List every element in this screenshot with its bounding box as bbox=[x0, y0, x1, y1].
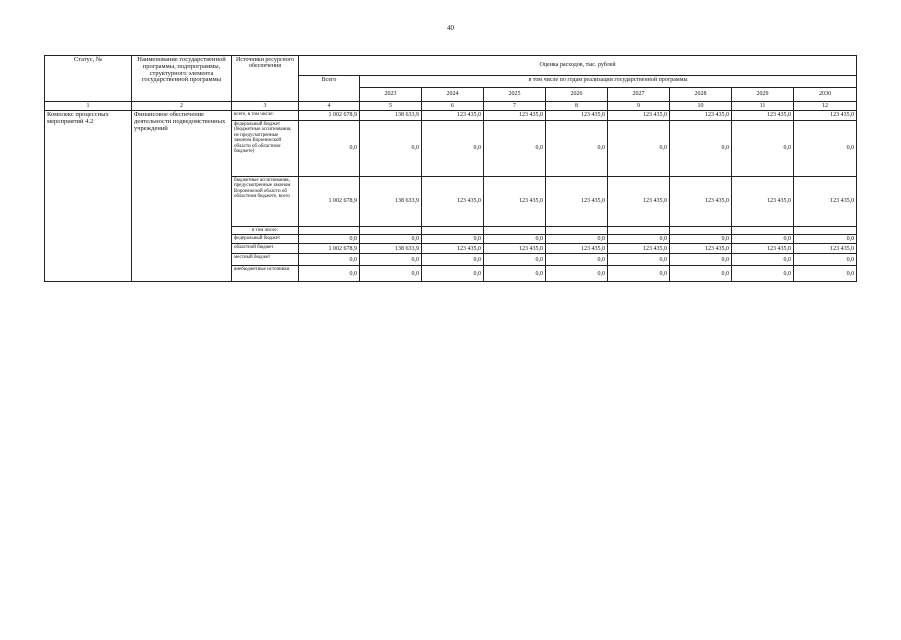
column-number: 1 bbox=[45, 102, 132, 111]
header-year: 2029 bbox=[732, 88, 794, 102]
value-cell: 123 435,0 bbox=[794, 111, 857, 120]
column-number-row bbox=[45, 102, 857, 111]
header-year: 2027 bbox=[608, 88, 670, 102]
value-cell: 123 435,0 bbox=[546, 176, 608, 226]
value-cell: 123 435,0 bbox=[484, 111, 546, 120]
value-cell: 1 002 678,9 bbox=[299, 244, 360, 254]
value-cell: 0,0 bbox=[794, 235, 857, 244]
value-cell: 123 435,0 bbox=[422, 111, 484, 120]
value-cell: 0,0 bbox=[422, 235, 484, 244]
value-cell: 0,0 bbox=[608, 235, 670, 244]
value-cell: 0,0 bbox=[794, 254, 857, 266]
value-cell: 0,0 bbox=[360, 254, 422, 266]
value-cell: 123 435,0 bbox=[484, 244, 546, 254]
value-cell: 0,0 bbox=[422, 120, 484, 176]
source-label: всего, в том числе: bbox=[232, 111, 299, 120]
value-cell: 0,0 bbox=[670, 254, 732, 266]
value-cell: 123 435,0 bbox=[546, 111, 608, 120]
header-sources: Источники ресурсного обеспечения bbox=[232, 56, 299, 102]
value-cell: 0,0 bbox=[299, 120, 360, 176]
value-cell: 0,0 bbox=[484, 266, 546, 282]
value-cell: 123 435,0 bbox=[732, 111, 794, 120]
column-number: 2 bbox=[132, 102, 232, 111]
source-label: федеральный бюджет bbox=[232, 235, 299, 244]
value-cell bbox=[732, 226, 794, 235]
column-number: 12 bbox=[794, 102, 857, 111]
value-cell: 123 435,0 bbox=[608, 111, 670, 120]
value-cell: 0,0 bbox=[732, 120, 794, 176]
header-row bbox=[45, 56, 857, 76]
value-cell: 0,0 bbox=[299, 254, 360, 266]
value-cell: 0,0 bbox=[484, 254, 546, 266]
budget-table bbox=[44, 55, 857, 282]
table-row bbox=[45, 111, 857, 120]
value-cell: 0,0 bbox=[546, 254, 608, 266]
source-label: областной бюджет bbox=[232, 244, 299, 254]
value-cell: 0,0 bbox=[732, 254, 794, 266]
value-cell: 0,0 bbox=[484, 235, 546, 244]
value-cell: 0,0 bbox=[299, 266, 360, 282]
value-cell: 0,0 bbox=[608, 266, 670, 282]
value-cell: 0,0 bbox=[422, 254, 484, 266]
header-name: Наименование государственной программы, подпрограммы, структурного элемента государственной программы bbox=[132, 56, 232, 102]
value-cell: 138 633,9 bbox=[360, 176, 422, 226]
source-label: федеральный бюджет (бюджетные ассигнования, не предусмотренные законом Воронежской области об областном бюджете) bbox=[232, 120, 299, 176]
source-label: местный бюджет bbox=[232, 254, 299, 266]
value-cell bbox=[422, 226, 484, 235]
value-cell: 0,0 bbox=[299, 235, 360, 244]
value-cell: 0,0 bbox=[670, 120, 732, 176]
row-name: Финансовое обеспечение деятельности подведомственных учреждений bbox=[132, 111, 232, 282]
value-cell: 123 435,0 bbox=[546, 244, 608, 254]
column-number: 10 bbox=[670, 102, 732, 111]
value-cell bbox=[484, 226, 546, 235]
value-cell: 0,0 bbox=[608, 120, 670, 176]
column-number: 8 bbox=[546, 102, 608, 111]
value-cell: 123 435,0 bbox=[670, 111, 732, 120]
value-cell: 0,0 bbox=[360, 120, 422, 176]
page-number: 40 bbox=[447, 24, 454, 32]
value-cell: 0,0 bbox=[546, 266, 608, 282]
column-number: 5 bbox=[360, 102, 422, 111]
column-number: 7 bbox=[484, 102, 546, 111]
header-by-years: в том числе по годам реализации государственной программы bbox=[360, 76, 857, 88]
value-cell bbox=[360, 226, 422, 235]
value-cell: 0,0 bbox=[794, 120, 857, 176]
row-status: Комплекс процессных мероприятий 4.2 bbox=[45, 111, 132, 282]
value-cell: 123 435,0 bbox=[484, 176, 546, 226]
header-total: Всего bbox=[299, 76, 360, 102]
value-cell: 123 435,0 bbox=[422, 176, 484, 226]
value-cell: 0,0 bbox=[360, 235, 422, 244]
value-cell: 0,0 bbox=[732, 266, 794, 282]
value-cell: 0,0 bbox=[360, 266, 422, 282]
value-cell: 123 435,0 bbox=[670, 244, 732, 254]
column-number: 11 bbox=[732, 102, 794, 111]
value-cell: 123 435,0 bbox=[422, 244, 484, 254]
value-cell: 0,0 bbox=[484, 120, 546, 176]
value-cell: 123 435,0 bbox=[794, 176, 857, 226]
header-year: 2026 bbox=[546, 88, 608, 102]
column-number: 3 bbox=[232, 102, 299, 111]
source-label: бюджетные ассигнования, предусмотренные законом Воронежской области об областном бюджете, всего bbox=[232, 176, 299, 226]
value-cell: 0,0 bbox=[670, 235, 732, 244]
header-year: 2024 bbox=[422, 88, 484, 102]
value-cell: 123 435,0 bbox=[732, 176, 794, 226]
header-status: Статус, № bbox=[45, 56, 132, 102]
value-cell: 123 435,0 bbox=[732, 244, 794, 254]
value-cell: 138 633,9 bbox=[360, 111, 422, 120]
column-number: 6 bbox=[422, 102, 484, 111]
value-cell: 0,0 bbox=[546, 235, 608, 244]
source-label: внебюджетные источники bbox=[232, 266, 299, 282]
value-cell: 0,0 bbox=[794, 266, 857, 282]
value-cell: 0,0 bbox=[422, 266, 484, 282]
header-year: 2023 bbox=[360, 88, 422, 102]
value-cell: 138 633,9 bbox=[360, 244, 422, 254]
value-cell: 123 435,0 bbox=[608, 176, 670, 226]
value-cell: 0,0 bbox=[608, 254, 670, 266]
value-cell bbox=[670, 226, 732, 235]
header-estimate: Оценка расходов, тыс. рублей bbox=[299, 56, 857, 76]
value-cell: 1 002 678,9 bbox=[299, 111, 360, 120]
value-cell bbox=[546, 226, 608, 235]
value-cell: 0,0 bbox=[670, 266, 732, 282]
value-cell: 123 435,0 bbox=[794, 244, 857, 254]
source-label: в том числе: bbox=[232, 226, 299, 235]
column-number: 9 bbox=[608, 102, 670, 111]
value-cell: 0,0 bbox=[546, 120, 608, 176]
value-cell: 1 002 678,9 bbox=[299, 176, 360, 226]
value-cell bbox=[608, 226, 670, 235]
value-cell: 123 435,0 bbox=[608, 244, 670, 254]
column-number: 4 bbox=[299, 102, 360, 111]
header-year: 2030 bbox=[794, 88, 857, 102]
value-cell bbox=[299, 226, 360, 235]
value-cell: 0,0 bbox=[732, 235, 794, 244]
header-year: 2028 bbox=[670, 88, 732, 102]
value-cell: 123 435,0 bbox=[670, 176, 732, 226]
value-cell bbox=[794, 226, 857, 235]
header-year: 2025 bbox=[484, 88, 546, 102]
